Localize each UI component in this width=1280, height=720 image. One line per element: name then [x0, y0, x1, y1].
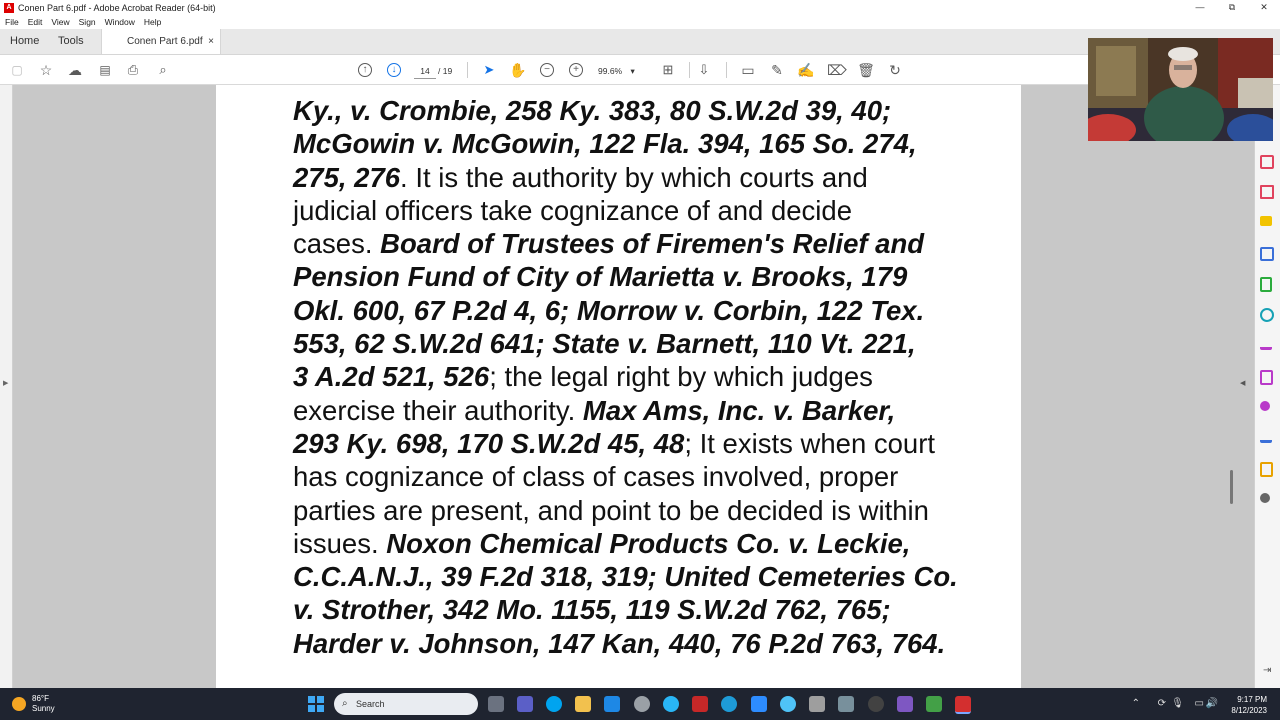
- pdf-page: [216, 85, 1021, 688]
- document-text-line: [293, 260, 993, 293]
- document-text-line: [293, 427, 993, 460]
- document-text-line: [293, 127, 993, 160]
- menu-file[interactable]: File: [5, 17, 19, 27]
- recorder-icon[interactable]: [926, 696, 942, 712]
- hand-tool-icon[interactable]: ✋: [509, 62, 527, 78]
- find-search-icon[interactable]: ⌕: [159, 62, 167, 77]
- expand-left-panel-icon[interactable]: ▶: [3, 380, 9, 387]
- windows-taskbar: [0, 688, 1280, 720]
- settings-gear-icon[interactable]: [634, 696, 650, 712]
- comment-tool-icon[interactable]: [1260, 216, 1272, 226]
- document-viewer: [0, 85, 1280, 688]
- menu-window[interactable]: Window: [104, 17, 135, 27]
- scrollbar-thumb[interactable]: [1230, 470, 1233, 504]
- case-citation: Okl. 600, 67 P.2d 4, 6; Morrow v. Corbin, 122 Tex.: [293, 294, 925, 326]
- previous-page-icon[interactable]: ↑: [358, 63, 372, 77]
- close-window-button[interactable]: ✕: [1260, 2, 1268, 12]
- document-text-line: [293, 161, 993, 194]
- media-player-icon[interactable]: [868, 696, 884, 712]
- acrobat-taskbar-icon[interactable]: [955, 696, 971, 714]
- scan-ocr-icon[interactable]: [1260, 308, 1274, 322]
- document-text-line: [293, 360, 993, 393]
- pdf-app-icon[interactable]: [692, 696, 708, 712]
- body-text: has cognizance of class of cases involved, proper: [293, 461, 899, 493]
- export-pdf-icon[interactable]: [1260, 185, 1274, 199]
- acrobat-icon: A: [4, 3, 14, 13]
- compress-pdf-icon[interactable]: [1260, 462, 1273, 477]
- tab-document-label: Conen Part 6.pdf: [127, 36, 203, 47]
- body-text: issues.: [293, 527, 387, 559]
- body-text: parties are present, and point to be decided is within: [293, 494, 929, 526]
- document-text-line: [293, 294, 993, 327]
- fit-page-icon[interactable]: ⊞: [662, 62, 674, 77]
- share-file-icon[interactable]: ▤: [99, 63, 111, 77]
- collapse-pane-icon[interactable]: ⇥: [1263, 665, 1272, 676]
- document-text-line: [293, 227, 993, 260]
- zoom-level-dropdown[interactable]: [598, 64, 644, 78]
- save-icon[interactable]: ▢: [11, 63, 23, 77]
- menu-bar: [0, 15, 1280, 29]
- sign-icon[interactable]: ✍: [797, 62, 815, 78]
- page-total: / 19: [438, 66, 453, 76]
- weather-widget[interactable]: [12, 694, 55, 714]
- next-page-icon[interactable]: ↓: [387, 63, 401, 77]
- case-citation: McGowin v. McGowin, 122 Fla. 394, 165 So. 274,: [293, 128, 917, 160]
- body-text: . It is the authority by which courts and: [400, 161, 868, 193]
- photos-icon[interactable]: [604, 696, 620, 712]
- document-text-line: [293, 593, 993, 626]
- page-number-input[interactable]: 14: [414, 64, 436, 79]
- more-tools-icon[interactable]: [1260, 493, 1270, 503]
- document-text-line: [293, 460, 993, 493]
- menu-view[interactable]: View: [51, 17, 70, 27]
- upload-cloud-icon[interactable]: ☁: [68, 62, 82, 78]
- zoom-level-value: 99.6%: [598, 66, 623, 76]
- case-citation: v. Strother, 342 Mo. 1155, 119 S.W.2d 762, 765;: [293, 594, 891, 626]
- menu-help[interactable]: Help: [143, 17, 162, 27]
- close-tab-icon[interactable]: ×: [208, 36, 214, 47]
- case-citation: 293 Ky. 698, 170 S.W.2d 45, 48: [293, 427, 685, 459]
- taskbar-search-box[interactable]: [334, 693, 478, 715]
- zoom-in-icon[interactable]: +: [569, 63, 583, 77]
- tab-home[interactable]: Home: [10, 35, 40, 47]
- tab-document[interactable]: [101, 29, 221, 54]
- page-text: [293, 94, 993, 660]
- document-text-line: [293, 560, 993, 593]
- document-text-line: [293, 527, 993, 560]
- zoom-app-icon[interactable]: [751, 696, 767, 712]
- zoom-out-icon[interactable]: −: [540, 63, 554, 77]
- redact-icon[interactable]: [1260, 432, 1272, 443]
- rotate-icon[interactable]: ↻: [889, 62, 901, 78]
- edge-browser-icon[interactable]: [721, 696, 737, 712]
- webcam-overlay: [1088, 38, 1273, 141]
- organize-pages-icon[interactable]: [1260, 155, 1274, 169]
- webcam-feed-image: [1088, 38, 1273, 141]
- window-title: Conen Part 6.pdf - Adobe Acrobat Reader (64-bit): [18, 2, 216, 13]
- comment-icon[interactable]: ▭: [741, 62, 755, 78]
- right-tools-pane: [1254, 85, 1280, 688]
- task-view-icon[interactable]: [488, 696, 504, 712]
- left-panel-collapsed[interactable]: [0, 85, 13, 688]
- body-text: cases.: [293, 228, 381, 260]
- case-citation: Noxon Chemical Products Co. v. Leckie,: [386, 527, 911, 559]
- toolbar-divider: [689, 62, 690, 78]
- volume-icon[interactable]: 🔊: [1205, 698, 1218, 709]
- case-citation: C.C.A.N.J., 39 F.2d 318, 319; United Cemeteries Co.: [293, 561, 958, 593]
- tag-edit-icon[interactable]: ⌦: [827, 62, 847, 78]
- clock-date: 8/12/2023: [1231, 706, 1267, 715]
- case-citation: Pension Fund of City of Marietta v. Brooks, 179: [293, 261, 908, 293]
- document-text-line: [293, 627, 993, 660]
- onedrive-sync-icon[interactable]: ⟳: [1157, 698, 1166, 709]
- body-text: exercise their authority.: [293, 394, 583, 426]
- body-text: judicial officers take cognizance of and decide: [293, 194, 853, 226]
- toolbar-divider: [726, 62, 727, 78]
- delete-trash-icon[interactable]: 🗑: [857, 62, 875, 78]
- expand-right-panel-icon[interactable]: ◀: [1240, 380, 1246, 387]
- calculator-icon[interactable]: [809, 696, 825, 712]
- document-text-line: [293, 94, 993, 127]
- search-icon: ⌕: [342, 698, 348, 709]
- print-icon[interactable]: ⎙: [127, 62, 139, 77]
- menu-edit[interactable]: Edit: [27, 17, 43, 27]
- display-icon[interactable]: ▭: [1194, 698, 1204, 709]
- microphone-icon[interactable]: 🎙: [1171, 698, 1184, 709]
- body-text: ; the legal right by which judges: [489, 361, 873, 393]
- select-cursor-icon[interactable]: ➤: [483, 62, 495, 77]
- case-citation: Ky., v. Crombie, 258 Ky. 383, 80 S.W.2d 39, 40;: [293, 95, 892, 126]
- sun-icon: [12, 697, 26, 711]
- case-citation: 275, 276: [293, 161, 401, 193]
- case-citation: Max Ams, Inc. v. Barker,: [582, 394, 896, 426]
- body-text: ; It exists when court: [684, 427, 936, 459]
- document-text-line: [293, 394, 993, 427]
- scroll-mode-icon[interactable]: ⇩: [698, 62, 710, 77]
- bookmark-star-icon[interactable]: ☆: [39, 62, 53, 78]
- highlight-pen-icon[interactable]: ✎: [771, 62, 783, 78]
- teams-chat-icon[interactable]: [517, 696, 533, 712]
- chevron-up-icon[interactable]: ⌃: [1131, 698, 1140, 709]
- edit-pdf-icon[interactable]: [1260, 277, 1272, 292]
- tab-tools[interactable]: Tools: [58, 35, 84, 47]
- document-text-line: [293, 194, 993, 227]
- chrome-icon[interactable]: [663, 696, 679, 712]
- protect-icon[interactable]: [1260, 370, 1273, 385]
- title-bar: [0, 0, 1280, 15]
- window-controls: [1184, 0, 1280, 15]
- clock-time: 9:17 PM: [1237, 695, 1267, 704]
- toolbar-divider: [467, 62, 468, 78]
- media-app-icon[interactable]: [780, 696, 796, 712]
- fill-sign-icon[interactable]: [1260, 339, 1272, 350]
- combine-files-icon[interactable]: [1260, 247, 1274, 261]
- minimize-button[interactable]: —: [1195, 2, 1205, 12]
- request-signature-icon[interactable]: [1260, 401, 1270, 411]
- weather-temperature: 86°F: [32, 694, 49, 703]
- chevron-down-icon: ▾: [630, 66, 635, 76]
- document-text-line: [293, 494, 993, 527]
- clock[interactable]: [1217, 694, 1267, 716]
- document-text-line: [293, 327, 993, 360]
- weather-condition: Sunny: [32, 704, 55, 713]
- maximize-button[interactable]: ⧉: [1228, 2, 1236, 12]
- case-citation: 553, 62 S.W.2d 641; State v. Barnett, 110 Vt. 221,: [293, 328, 916, 360]
- skype-icon[interactable]: [546, 696, 562, 712]
- menu-sign[interactable]: Sign: [78, 17, 96, 27]
- case-citation: 3 A.2d 521, 526: [293, 361, 490, 393]
- video-editor-icon[interactable]: [897, 696, 913, 712]
- case-citation: Harder v. Johnson, 147 Kan, 440, 76 P.2d 763, 764.: [293, 627, 946, 659]
- search-placeholder: Search: [356, 699, 385, 709]
- start-button[interactable]: [308, 696, 324, 712]
- camera-icon[interactable]: [838, 696, 854, 712]
- file-explorer-icon[interactable]: [575, 696, 591, 712]
- case-citation: Board of Trustees of Firemen's Relief and: [380, 228, 925, 260]
